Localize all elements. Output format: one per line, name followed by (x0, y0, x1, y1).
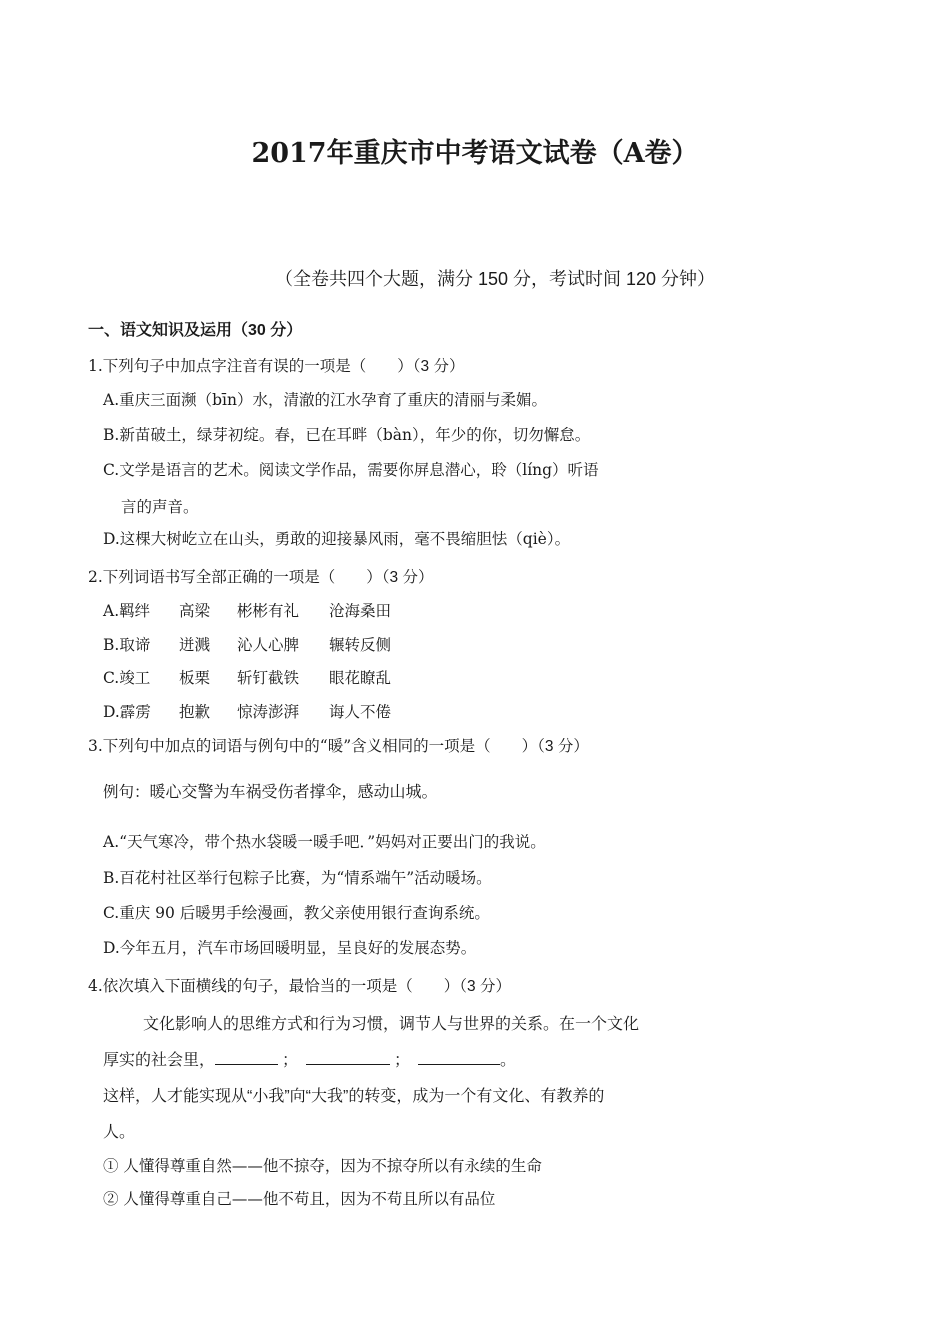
word: 眼花瞭乱 (329, 669, 392, 687)
exam-info: （全卷共四个大题，满分 150 分，考试时间 120 分钟） (274, 269, 716, 289)
word: A.羁绊 (103, 602, 151, 620)
question-3-option-a: A.“天气寒冷，带个热水袋暖一暖手吧．”妈妈对正要出门的我说。 (103, 833, 546, 851)
word: 抱歉 (179, 703, 211, 721)
question-3-example (103, 779, 438, 802)
question-4-passage-line-1: 文化影响人的思维方式和行为习惯，调节人与世界的关系。在一个文化 (143, 1016, 640, 1033)
question-3-score: （3 分） (537, 738, 589, 755)
question-2-option-c (103, 666, 391, 688)
question-4-score: （3 分） (459, 978, 511, 995)
passage-end: 。 (500, 1052, 517, 1069)
question-2-option-d (103, 700, 391, 722)
question-3-stem: 3.下列句中加点的词语与例句中的“暖”含义相同的一项是（ ） (88, 737, 538, 755)
example-label: 例句： (103, 783, 150, 801)
question-3-option-d: D.今年五月，汽车市场回暖明显，呈良好的发展态势。 (103, 939, 477, 957)
question-3-option-b: B.百花村社区举行包粽子比赛，为“情系端午”活动暖场。 (103, 869, 492, 887)
question-4-sentence-2: ② 人懂得尊重自己——他不苟且，因为不苟且所以有品位 (103, 1190, 496, 1208)
question-3 (88, 734, 589, 756)
question-1-stem: 1.下列句子中加点字注音有误的一项是（ ） (88, 357, 413, 375)
question-4-passage-line-3: 这样，人才能实现从“小我”向“大我”的转变，成为一个有文化、有教养的 (103, 1088, 605, 1105)
word: D.霹雳 (103, 703, 151, 721)
question-1-score: （3 分） (412, 358, 465, 375)
question-1-option-c: C.文学是语言的艺术。阅读文学作品，需要你屏息潜心，聆（líng）听语 (103, 461, 599, 479)
word: 迸溅 (179, 636, 211, 654)
question-2-score: （3 分） (381, 569, 434, 586)
question-2-option-b (103, 633, 391, 655)
separator: ； (394, 1052, 411, 1069)
word: 惊涛澎湃 (237, 703, 300, 721)
question-4 (88, 974, 511, 996)
question-1-option-a: A.重庆三面濒（bīn）水，清澈的江水孕育了重庆的清丽与柔媚。 (103, 391, 547, 409)
word: 沁人心脾 (237, 636, 300, 654)
word: B.取谛 (103, 636, 151, 654)
question-1-option-b: B.新苗破土，绿芽初绽。春，已在耳畔（bàn），年少的你，切勿懈怠。 (103, 426, 591, 444)
separator: ； (282, 1052, 299, 1069)
word: 辗转反侧 (329, 636, 392, 654)
question-1-option-d: D.这棵大树屹立在山头，勇敢的迎接暴风雨，毫不畏缩胆怯（qiè）。 (103, 530, 571, 548)
question-1-option-c-cont: 言的声音。 (121, 498, 199, 516)
question-4-sentence-1: ① 人懂得尊重自然——他不掠夺，因为不掠夺所以有永续的生命 (103, 1157, 542, 1175)
fill-blank-3 (418, 1048, 500, 1065)
question-2-stem: 2.下列词语书写全部正确的一项是（ ） (88, 568, 382, 586)
word: 诲人不倦 (329, 703, 392, 721)
word: 彬彬有礼 (237, 602, 300, 620)
passage-text: 厚实的社会里， (103, 1052, 216, 1069)
fill-blank-1 (215, 1048, 278, 1065)
word: C.竣工 (103, 669, 151, 687)
question-4-passage-line-4: 人。 (103, 1124, 136, 1141)
question-4-stem: 4.依次填入下面横线的句子，最恰当的一项是（ ） (88, 977, 460, 995)
example-text: 暖心交警为车祸受伤者撑伞，感动山城。 (149, 784, 438, 801)
fill-blank-2 (306, 1048, 390, 1065)
word: 斩钉截铁 (237, 669, 300, 687)
section-heading: 一、语文知识及运用（30 分） (88, 322, 303, 339)
page-title: 2017年重庆市中考语文试卷（A卷） (251, 138, 699, 169)
word: 沧海桑田 (329, 602, 392, 620)
question-4-passage-line-2 (103, 1047, 516, 1070)
word: 板栗 (179, 669, 211, 687)
question-2 (88, 565, 433, 587)
question-3-option-c: C.重庆 90 后暖男手绘漫画，教父亲使用银行查询系统。 (103, 904, 490, 922)
question-2-option-a (103, 599, 391, 621)
word: 高梁 (179, 602, 211, 620)
question-1 (88, 354, 464, 376)
